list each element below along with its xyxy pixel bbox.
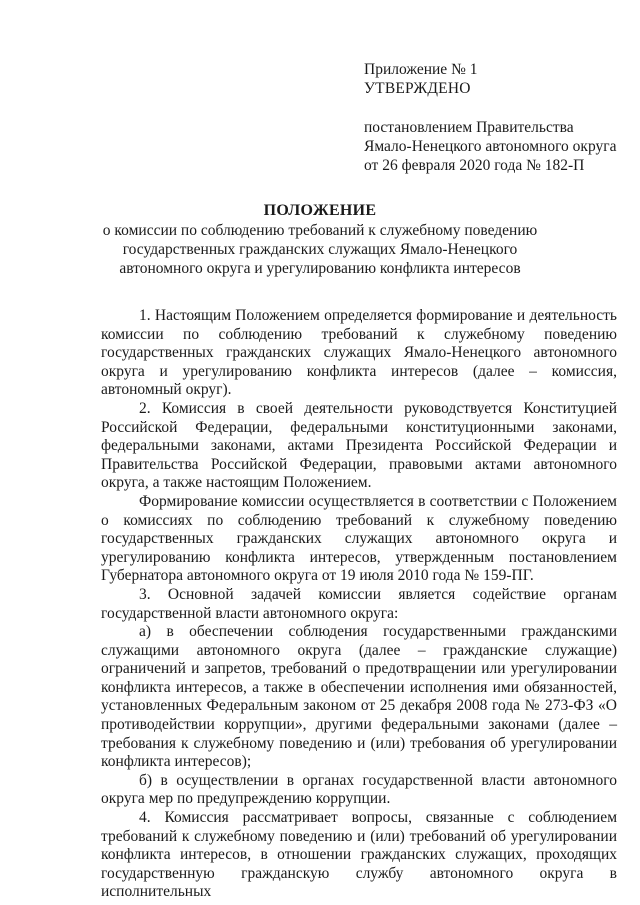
decree-line: постановлением Правительства xyxy=(364,119,574,136)
paragraph: б) в осуществлении в органах государственной власти автономного округа мер по предупреждению коррупции. xyxy=(101,771,617,808)
approved-stamp: УТВЕРЖДЕНО xyxy=(364,80,471,97)
document-subtitle: о комиссии по соблюдению требований к служебному поведению государственных гражданских служащих Ямало-Ненецкого автономного округа и урегулированию конфликта интересов xyxy=(102,222,538,277)
document-body xyxy=(101,307,617,902)
paragraph: 4. Комиссия рассматривает вопросы, связанные с соблюдением требований к служебному поведению и (или) требований об урегулировании конфликта интересов, в отношении гражданских служащих, проходящих государственную гражданскую службу автономного округа в исполнительных xyxy=(101,809,617,901)
paragraph: 3. Основной задачей комиссии является содействие органам государственной власти автономного округа: xyxy=(101,585,617,622)
decree-line: от 26 февраля 2020 года № 182-П xyxy=(364,157,585,174)
document-title: ПОЛОЖЕНИЕ xyxy=(263,202,377,219)
paragraph: Формирование комиссии осуществляется в соответствии с Положением о комиссиях по соблюдению требований к служебному поведению государственных гражданских служащих автономного округа и урегулированию конфликта интересов, утвержденным постановлением Губернатора автономного округа от 19 июля 2010 года № 159-ПГ. xyxy=(101,492,617,585)
paragraph: а) в обеспечении соблюдения государственными гражданскими служащими автономного округа (далее – гражданские служащие) ограничений и запретов, требований о предотвращении или урегулировании конфликта интересов, а также в обеспечении исполнения ими обязанностей, установленных Федеральным законом от 25 декабря 2008 года № 273-ФЗ «О противодействии коррупции», другими федеральными законами (далее – требования к служебному поведению и (или) требования об урегулировании конфликта интересов); xyxy=(101,623,617,771)
approval-block xyxy=(364,60,626,175)
paragraph: 1. Настоящим Положением определяется формирование и деятельность комиссии по соблюдению требований к служебному поведению государственных гражданских служащих Ямало-Ненецкого автономного округа и урегулированию конфликта интересов (далее – комиссия, автономный округ). xyxy=(101,307,617,399)
paragraph: 2. Комиссия в своей деятельности руководствуется Конституцией Российской Федерации, федеральными конституционными законами, федеральными законами, актами Президента Российской Федерации и Правительства Российской Федерации, правовыми актами автономного округа, а также настоящим Положением. xyxy=(101,399,617,492)
appendix-label: Приложение № 1 xyxy=(364,61,478,78)
decree-line: Ямало-Ненецкого автономного округа xyxy=(364,138,617,155)
